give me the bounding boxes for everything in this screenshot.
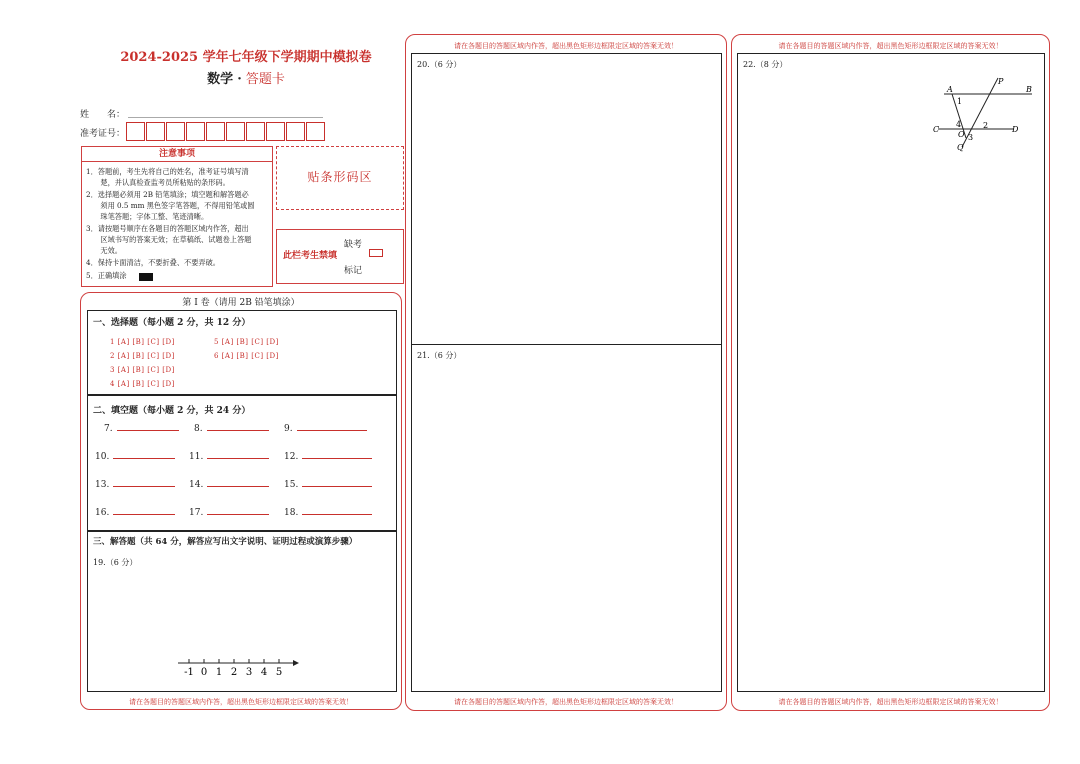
number-line-label: 4 [260,667,268,678]
notes-line: 3．请按题号顺序在各题目的答题区域内作答，超出 [86,224,249,233]
figure-label-3: 3 [968,133,974,142]
id-digit-cell[interactable] [186,122,205,141]
number-line-label: 1 [215,667,223,678]
number-line-label: 5 [275,667,283,678]
choice-row[interactable]: 5 [A] [B] [C] [D] [214,338,279,346]
fill-number: 18. [284,508,299,518]
fill-blank[interactable] [113,507,175,515]
fill-blank[interactable] [113,479,175,487]
figure-label-p: P [998,77,1004,86]
solve-title: 三、解答题（共 64 分，解答应写出文字说明、证明过程或演算步骤） [93,537,358,547]
fill-number: 16. [95,508,110,518]
col1-bottom-warning: 请在各题目的答题区域内作答，超出黑色矩形边框限定区域的答案无效！ [129,698,353,706]
notes-line: 1．答题前，考生先将自己的姓名，准考证号填写清 [86,167,249,176]
id-digit-cell[interactable] [286,122,305,141]
fill-item[interactable] [284,507,372,518]
choice-row[interactable]: 6 [A] [B] [C] [D] [214,352,279,360]
choice-row[interactable]: 2 [A] [B] [C] [D] [110,352,175,360]
fill-blank[interactable] [207,507,269,515]
notes-line: 楚，并认真检查监考员所粘贴的条形码。 [86,178,230,187]
id-digit-cell[interactable] [146,122,165,141]
fill-blank[interactable] [302,507,372,515]
fill-number: 12. [284,452,299,462]
fill-item[interactable] [95,507,175,518]
figure-label-c: C [933,125,940,134]
fill-number: 13. [95,480,110,490]
fill-section [87,395,397,531]
id-label: 准考证号： [80,129,126,139]
col3-bottom-warning: 请在各题目的答题区域内作答，超出黑色矩形边框限定区域的答案无效！ [778,698,1003,706]
col3-top-warning: 请在各题目的答题区域内作答，超出黑色矩形边框限定区域的答案无效！ [778,42,1003,50]
id-digit-cell[interactable] [226,122,245,141]
notes-line: 4．保持卡面清洁，不要折叠、不要弄破。 [86,258,220,267]
card-label: 答题卡 [245,72,285,87]
subtitle-dot: · [237,72,242,87]
notes-line: 须用 0.5 mm 黑色签字笔答题，不得用铅笔或圆 [86,201,255,210]
figure-label-a: A [947,85,953,94]
absent-box [276,229,404,284]
fill-item[interactable] [95,451,175,462]
absent-checkbox[interactable] [369,249,383,257]
fill-item[interactable] [284,423,367,434]
fill-item[interactable] [284,479,372,490]
part1-title: 第 I 卷（请用 2B 铅笔填涂） [182,298,300,308]
absent-forbid-label: 此栏考生禁填 [283,251,338,261]
col2-top-warning: 请在各题目的答题区域内作答，超出黑色矩形边框限定区域的答案无效！ [454,42,678,50]
fill-blank[interactable] [302,451,372,459]
fill-item[interactable] [189,479,269,490]
id-digit-cell[interactable] [306,122,325,141]
solve-section[interactable] [87,531,397,692]
fill-item[interactable] [95,479,175,490]
figure-label-4: 4 [956,120,962,129]
name-label: 姓 名： [80,110,126,120]
notes-line: 2．选择题必须用 2B 铅笔填涂；填空题和解答题必 [86,190,249,199]
fill-blank[interactable] [117,423,179,431]
fill-item[interactable] [284,451,372,462]
fill-blank[interactable] [302,479,372,487]
q21-label: 21.（6 分） [417,351,462,360]
header-subtitle [96,68,396,87]
fill-item[interactable] [104,423,179,434]
id-digit-cell[interactable] [126,122,145,141]
fill-number: 10. [95,452,110,462]
fill-item[interactable] [194,423,269,434]
fill-blank[interactable] [207,479,269,487]
absent-top-label: 缺考 [344,240,363,250]
id-digit-cell[interactable] [166,122,185,141]
id-digit-cell[interactable] [206,122,225,141]
choice-section [87,310,397,395]
number-line-label: -1 [184,667,194,678]
q19-label: 19.（6 分） [93,558,138,567]
figure-label-b: B [1026,85,1032,94]
subject-label: 数学 [207,72,234,87]
id-grid[interactable] [126,122,326,141]
barcode-area [276,146,404,210]
fill-blank[interactable] [297,423,367,431]
notes-line: 珠笔答题；字体工整、笔迹清晰。 [86,212,209,221]
choice-title: 一、选择题（每小题 2 分，共 12 分） [93,318,251,328]
name-field[interactable] [128,117,323,118]
fill-number: 8. [194,424,203,434]
figure-label-d: D [1012,125,1019,134]
fill-blank[interactable] [113,451,175,459]
number-line-label: 3 [245,667,253,678]
fill-number: 15. [284,480,299,490]
header-title: 2024-2025 学年七年级下学期期中模拟卷 [120,50,372,65]
fill-blank[interactable] [207,451,269,459]
q20-answer-area[interactable] [411,53,722,345]
id-digit-cell[interactable] [266,122,285,141]
choice-row[interactable]: 3 [A] [B] [C] [D] [110,366,175,374]
notes-line: 区域书写的答案无效；在草稿纸、试题卷上答题 [86,235,252,244]
q22-figure [928,72,1048,152]
col2-bottom-warning: 请在各题目的答题区域内作答，超出黑色矩形边框限定区域的答案无效！ [454,698,678,706]
fill-number: 17. [189,508,204,518]
id-digit-cell[interactable] [246,122,265,141]
q21-answer-area[interactable] [411,344,722,692]
fill-number: 9. [284,424,293,434]
notes-line: 5．正确填涂 [86,271,127,280]
fill-number: 11. [189,452,204,462]
fill-number: 14. [189,480,204,490]
fill-title: 二、填空题（每小题 2 分，共 24 分） [93,406,251,416]
q22-label: 22.（8 分） [743,60,788,69]
notes-line: 无效。 [86,246,122,255]
number-line [173,652,303,682]
number-line-label: 2 [230,667,238,678]
choice-row[interactable]: 1 [A] [B] [C] [D] [110,338,175,346]
figure-label-1: 1 [957,97,963,106]
choice-row[interactable]: 4 [A] [B] [C] [D] [110,380,175,388]
fill-blank[interactable] [207,423,269,431]
figure-label-2: 2 [983,121,989,130]
q20-label: 20.（6 分） [417,60,462,69]
notes-title: 注意事项 [82,147,272,162]
notes-box [81,146,273,287]
figure-label-q: Q [957,143,964,152]
absent-bottom-label: 标记 [344,266,363,276]
fill-number: 7. [104,424,113,434]
number-line-label: 0 [200,667,208,678]
filled-sample-mark [139,273,153,281]
q22-answer-area[interactable] [737,53,1045,692]
fill-item[interactable] [189,451,269,462]
figure-label-o: O [958,130,965,139]
barcode-label: 贴条形码区 [307,170,373,184]
fill-item[interactable] [189,507,269,518]
